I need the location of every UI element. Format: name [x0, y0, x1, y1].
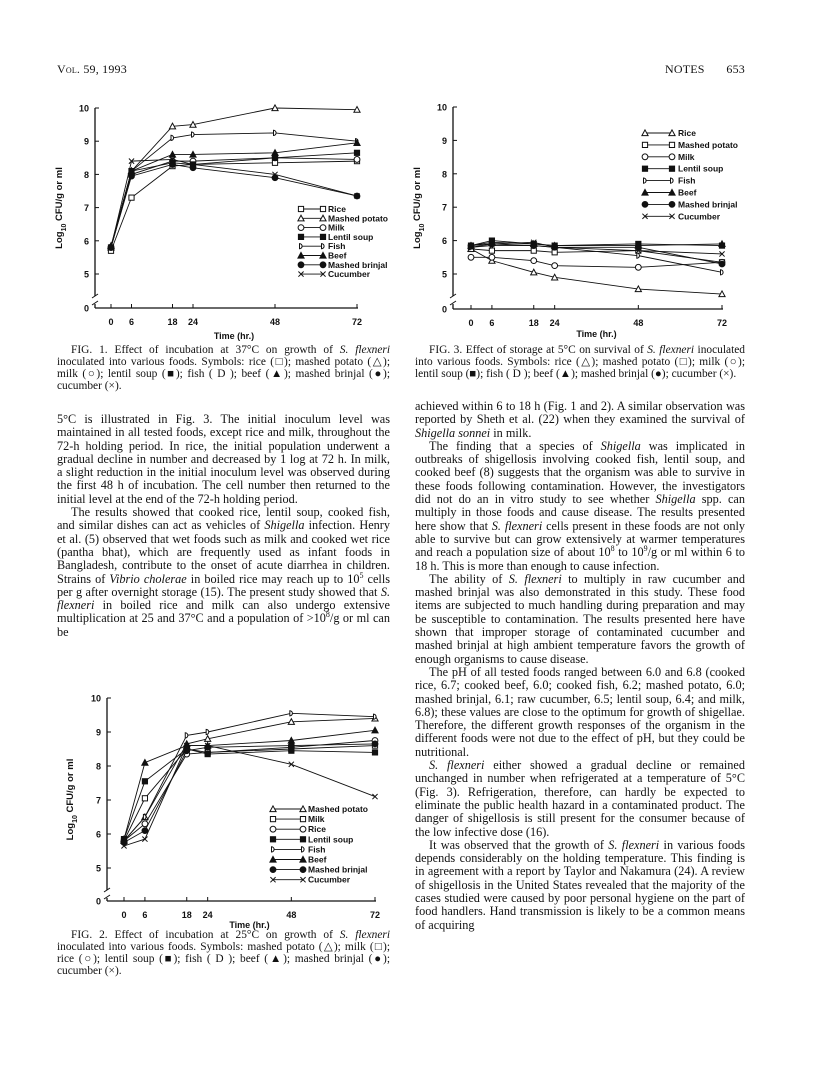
legend-label: Beef	[308, 854, 327, 865]
text-run: to 10	[614, 545, 644, 560]
legend-marker-milk	[642, 154, 648, 160]
text-run: infection. Henry et al. (5) observed that wet foods such as milk and cooked wet rice (pantha bhat), which are frequently used as infant foods in Bangladesh, contribute to the onset of acute diarrhea in children. Strains of	[57, 518, 391, 586]
x-tick-label: 48	[269, 317, 281, 327]
series-line-milk	[471, 257, 722, 267]
series-line-cucumber	[471, 242, 722, 254]
data-point-fish	[721, 270, 724, 275]
italic-text: S. flexneri	[339, 344, 390, 356]
data-point-lentil-soup	[142, 779, 147, 784]
legend-marker-mashed-brinjal	[300, 867, 306, 873]
x-tick-label: 24	[187, 317, 199, 327]
data-point-cucumber	[142, 837, 147, 842]
y-tick-label: 9	[441, 135, 447, 146]
legend-label: Cucumber	[678, 211, 721, 222]
paragraph	[57, 506, 390, 639]
data-point-fish	[206, 729, 209, 734]
text-run: cells per g after overnight storage (15). The present study showed that	[57, 571, 391, 599]
legend-marker-fish	[300, 244, 303, 249]
y-tick-label: 10	[78, 103, 89, 114]
legend-item-rice	[642, 128, 696, 138]
y-tick-label: 9	[83, 136, 89, 147]
figure-1-chart	[40, 95, 420, 350]
x-tick-label: 18	[167, 317, 178, 327]
legend-item-cucumber	[642, 211, 720, 221]
running-head-right	[665, 62, 745, 77]
data-point-mashed-brinjal	[635, 244, 641, 250]
figure-1-caption	[57, 344, 390, 392]
x-tick-label: 24	[202, 910, 213, 920]
data-point-milk	[635, 264, 641, 270]
legend-marker-lentil-soup	[642, 166, 647, 171]
legend-marker-mashed-potato	[642, 142, 647, 147]
text-run: /g or ml can be	[57, 611, 390, 639]
legend-marker-fish	[302, 847, 305, 852]
y-tick-label: 7	[441, 202, 447, 213]
text-run: inoculated into various foods. Symbols: rice (□); mashed potato (△); milk (○); lentil soup (■); fish ( D ); beef (▲); mashed brinjal (●); cucumber (×).	[57, 356, 390, 393]
y-axis-label	[65, 759, 79, 841]
legend-marker-mashed-brinjal	[642, 202, 648, 208]
legend-label: Mashed brinjal	[328, 259, 388, 270]
legend-item-mashed-potato	[270, 804, 368, 814]
y-tick-label: 5	[83, 269, 89, 280]
italic-text: Shigella	[655, 492, 696, 507]
data-point-mashed-brinjal	[142, 828, 148, 834]
paragraph	[415, 440, 745, 573]
text-run: The ability of	[429, 571, 509, 586]
italic-text: S. flexneri	[491, 518, 543, 533]
x-axis-label: Time (hr.)	[213, 331, 255, 341]
text-run: inoculated into various foods. Symbols: rice (△); mashed potato (□); milk (○); lentil soup (■); fish ( D ); beef (▲); mashed brinjal (●); cucumber (×).	[415, 344, 745, 381]
y-tick-label: 6	[83, 236, 89, 247]
x-tick-label: 6	[489, 318, 495, 328]
text-run: to multiply in raw cucumber and mashed brinjal was also demonstrated in this study. These food items are subjected to much handling during preparation and may be susceptible to contamination. The results presented here have shown that improper storage of contaminated cucumber and mashed brinjal at high ambient temperature favors the growth of enough organisms to cause disease.	[415, 571, 745, 666]
y-tick-label: 10	[436, 102, 447, 113]
text-run: 5°C is illustrated in Fig. 3. The initial inoculum level was maintained in all tested foods, except rice and milk, throughout the 72-h holding period. In rice, the initial population underwent a gradual decline in number and decreased by 1 log at 72 h. In milk, a slight reduction in the initial inoculum level was observed during the first 48 h of incubation. The cell number then returned to the initial level at the end of the 72-h holding period.	[57, 412, 390, 506]
superscript: 8	[610, 544, 615, 554]
text-run: was implicated in outbreaks of shigellosis involving cooked fish, lentil soup, and cooked beef (8) suggests that the organism was able to survive in these foods following contamination. However, the investigators did not do an in vitro study to see whether	[415, 438, 745, 507]
x-tick-label: 0	[121, 910, 127, 920]
legend-item-fish	[644, 176, 696, 186]
data-point-milk	[552, 263, 558, 269]
legend-item-milk	[642, 152, 695, 162]
paragraph	[415, 666, 745, 759]
legend-label: Mashed potato	[328, 213, 388, 224]
legend-label: Lentil soup	[328, 231, 374, 242]
legend-item-mashed-potato	[642, 140, 738, 150]
legend-label: Milk	[678, 151, 695, 162]
legend-item-milk	[270, 814, 324, 824]
series-line-mashed-potato	[471, 249, 722, 262]
legend-label: Fish	[678, 175, 696, 186]
y-tick-label: 5	[441, 269, 447, 280]
data-point-milk	[531, 258, 537, 264]
legend-item-beef	[270, 855, 327, 865]
data-point-fish	[274, 130, 277, 135]
italic-text: S. flexneri	[57, 584, 390, 613]
italic-text: S. flexneri	[339, 929, 390, 941]
legend-item-lentil-soup	[642, 164, 723, 174]
y-label-log: Log	[412, 231, 423, 249]
italic-text: Shigella	[600, 438, 641, 453]
italic-text: S. flexneri	[608, 837, 660, 852]
x-tick-label: 6	[142, 910, 148, 920]
y-label-unit: CFU/g or ml	[412, 167, 423, 224]
data-point-lentil-soup	[205, 752, 210, 757]
text-run: in boiled rice and milk can also undergo extensive multiplication at 25 and 37°C and a population of >10	[57, 598, 390, 626]
text-run: in boiled rice may reach up to 10	[186, 571, 360, 586]
y-tick-label: 9	[95, 727, 101, 738]
data-point-fish	[185, 733, 188, 738]
text-run: achieved within 6 to 18 h (Fig. 1 and 2). A similar observation was reported by Sheth et al. (22) when they examined the survival of	[415, 399, 745, 427]
legend-label: Mashed potato	[678, 139, 738, 150]
legend-label: Cucumber	[328, 269, 371, 280]
data-point-mashed-brinjal	[288, 743, 294, 749]
y-label-subscript: 10	[419, 223, 426, 232]
series-line-mashed-brinjal	[471, 244, 722, 264]
data-point-fish	[637, 253, 640, 258]
y-tick-label: 5	[95, 863, 101, 874]
y-label-subscript: 10	[72, 815, 79, 823]
legend-marker-lentil-soup	[270, 837, 275, 842]
italic-text: Vibrio cholerae	[109, 571, 187, 586]
legend-marker-lentil-soup	[669, 166, 674, 171]
data-point-beef	[372, 727, 378, 733]
y-label-unit: CFU/g or ml	[65, 758, 76, 816]
text-run: FIG. 3. Effect of storage at 5°C on survival of	[429, 344, 648, 356]
axis-break-mark	[92, 294, 98, 305]
legend-label: Mashed potato	[308, 804, 368, 814]
data-point-fish	[143, 814, 146, 819]
text-run: The pH of all tested foods ranged between 6.0 and 6.8 (cooked rice, 6.7; cooked beef, 6.0; cooked fish, 6.2; mashed potato, 6.0; mashed brinjal, 6.1; raw cucumber, 6.5; lentil soup, 6.4; and milk, 6.8); these values are close to the optimum for growth of shigellae. Therefore, the different growth responses of the organism in the different foods were not due to the effect of pH, but they could be nutritional.	[415, 664, 745, 759]
series-line-fish	[111, 133, 357, 248]
legend-marker-fish	[671, 178, 674, 183]
y-tick-label: 8	[95, 761, 101, 772]
legend-label: Beef	[328, 250, 347, 261]
x-tick-label: 72	[716, 318, 728, 328]
legend-label: Rice	[328, 204, 346, 214]
legend-label: Milk	[328, 222, 345, 233]
italic-text: Shigella	[264, 518, 305, 533]
y-tick-label: 0	[95, 896, 101, 907]
x-tick-label: 0	[108, 317, 114, 327]
data-point-beef	[142, 760, 148, 766]
volume-number: 59, 1993	[80, 62, 127, 76]
data-point-fish	[192, 132, 195, 137]
body-column-right	[415, 400, 745, 932]
x-axis-label: Time (hr.)	[576, 329, 617, 339]
legend-label: Lentil soup	[678, 163, 724, 174]
x-tick-label: 18	[181, 910, 192, 920]
text-run: It was observed that the growth of	[429, 837, 609, 852]
legend-item-fish	[272, 844, 326, 854]
data-point-milk	[142, 796, 147, 801]
axis-break-mark	[104, 888, 110, 899]
x-tick-label: 72	[369, 910, 381, 920]
legend-label: Rice	[678, 128, 696, 138]
text-run: cells present in these foods are not only able to survive but can grow extensively at warmer temperatures and reach a population size of about 10	[415, 518, 745, 560]
legend-marker-rice	[270, 826, 276, 832]
running-head-volume	[57, 62, 127, 77]
italic-text: S. flexneri	[508, 571, 562, 586]
legend-marker-lentil-soup	[300, 837, 305, 842]
series-line-mashed-potato	[124, 718, 375, 840]
superscript: 9	[643, 544, 648, 554]
legend-item-beef	[642, 188, 697, 198]
italic-text: S. flexneri	[429, 758, 485, 773]
text-run: spp. can multiply in those foods and cause disease. The results presented here show that	[415, 492, 745, 533]
legend-item-mashed-brinjal	[642, 199, 737, 209]
data-point-mashed-brinjal	[272, 175, 278, 181]
legend-marker-fish	[272, 847, 275, 852]
x-tick-label: 18	[528, 318, 539, 328]
paragraph	[57, 413, 390, 506]
italic-text: Shigella sonnei	[415, 425, 491, 440]
legend-item-cucumber	[270, 875, 350, 885]
series-line-rice	[471, 249, 722, 294]
legend-marker-mashed-brinjal	[320, 262, 326, 268]
y-axis-label	[412, 167, 426, 249]
data-point-rice	[129, 195, 134, 200]
legend-label: Fish	[308, 844, 326, 855]
data-point-fish	[171, 135, 174, 140]
x-tick-label: 24	[549, 318, 560, 328]
legend-label: Rice	[308, 824, 326, 835]
data-point-milk	[354, 157, 360, 163]
legend-marker-mashed-brinjal	[270, 867, 276, 873]
data-point-lentil-soup	[354, 150, 359, 155]
legend-label: Fish	[328, 241, 346, 252]
text-run: FIG. 1. Effect of incubation at 37°C on growth of	[71, 344, 340, 356]
legend-label: Cucumber	[308, 874, 351, 885]
legend-marker-mashed-potato	[669, 142, 674, 147]
data-point-fish	[374, 714, 377, 719]
y-label-log: Log	[54, 231, 65, 249]
figure-3-caption	[415, 344, 745, 380]
text-run: in milk.	[490, 425, 532, 440]
data-point-mashed-brinjal	[190, 165, 196, 171]
italic-text: S. flexneri	[647, 344, 695, 356]
text-run: either showed a gradual decline or remained unchanged in number when refrigerated at a temperature of 5°C (Fig. 3). Refrigeration, therefore, can hardly be expected to eliminate the public health hazard in a contaminated product. The danger of shigellosis is still present for the consumer because of the low infective dose (16).	[415, 758, 745, 839]
data-point-mashed-potato	[489, 248, 494, 253]
page-number: 653	[726, 62, 745, 76]
paragraph	[415, 839, 745, 932]
text-run: The results showed that cooked rice, lentil soup, cooked fish, and similar dishes can act as vehicles of	[57, 505, 390, 533]
data-point-lentil-soup	[372, 750, 377, 755]
legend-label: Beef	[678, 187, 697, 198]
y-label-unit: CFU/g or ml	[54, 167, 65, 224]
paragraph	[415, 573, 745, 666]
legend-item-lentil-soup	[270, 834, 353, 844]
legend-marker-rice	[320, 206, 325, 211]
x-tick-label: 48	[633, 318, 644, 328]
y-tick-label: 0	[83, 303, 89, 314]
text-run: in various foods depends considerably on the holding temperature. This finding is in agreement with a report by Taylor and Nakamura (24). A review of shigellosis in the United States revealed that the majority of the cases studied were caused by poor personal hygiene on the part of food handlers. Hand transmission is likely to be a common means of acquiring	[415, 837, 746, 932]
data-point-milk	[489, 254, 495, 260]
data-point-mashed-brinjal	[170, 162, 176, 168]
data-point-mashed-brinjal	[129, 173, 135, 179]
body-column-left	[57, 413, 390, 639]
legend-item-cucumber	[298, 269, 370, 279]
data-point-fish	[290, 711, 293, 716]
series-line-fish	[124, 713, 375, 841]
legend-marker-lentil-soup	[298, 234, 303, 239]
text-run: /g or ml within 6 to 18 h. This is more than enough to cause infection.	[415, 545, 745, 573]
legend-marker-rice	[298, 206, 303, 211]
legend-label: Mashed brinjal	[678, 199, 738, 210]
data-point-lentil-soup	[272, 155, 277, 160]
legend-marker-milk	[320, 225, 326, 231]
data-point-mashed-brinjal	[719, 261, 725, 267]
text-run: inoculated into various foods. Symbols: mashed potato (△); milk (□); rice (○); lentil soup (■); fish ( D ); beef (▲); mashed brinjal (●); cucumber (×).	[57, 941, 390, 978]
paragraph	[415, 400, 745, 440]
series-line-lentil-soup	[111, 153, 357, 248]
legend-marker-fish	[644, 178, 647, 183]
legend-marker-fish	[322, 244, 325, 249]
paragraph	[415, 759, 745, 839]
y-axis-label	[54, 167, 68, 249]
text-run: FIG. 2. Effect of incubation at 25°C on growth of	[71, 929, 340, 941]
data-point-mashed-brinjal	[372, 741, 378, 747]
legend-label: Mashed brinjal	[308, 864, 368, 875]
legend-marker-mashed-brinjal	[669, 202, 675, 208]
y-tick-label: 8	[83, 169, 89, 180]
y-label-subscript: 10	[61, 223, 68, 232]
series-line-milk	[124, 746, 375, 841]
legend-marker-milk	[669, 154, 675, 160]
y-tick-label: 0	[441, 304, 447, 315]
data-point-cucumber	[372, 794, 377, 799]
y-tick-label: 6	[441, 236, 447, 247]
legend-marker-milk	[298, 225, 304, 231]
legend-label: Milk	[308, 814, 325, 825]
x-tick-label: 6	[128, 317, 135, 327]
legend-marker-milk	[300, 817, 305, 822]
legend-label: Lentil soup	[308, 834, 354, 845]
figure-3-chart	[412, 95, 800, 350]
legend-item-rice	[270, 824, 326, 834]
y-tick-label: 6	[95, 829, 101, 840]
legend-marker-milk	[270, 817, 275, 822]
y-tick-label: 8	[441, 169, 447, 180]
legend-marker-lentil-soup	[320, 234, 325, 239]
series-line-lentil-soup	[124, 749, 375, 839]
superscript: 5	[359, 570, 364, 580]
x-axis-label: Time (hr.)	[229, 920, 270, 930]
volume-prefix: Vol.	[57, 62, 81, 76]
figure-2-chart	[40, 690, 420, 935]
data-point-mashed-brinjal	[531, 243, 537, 249]
section-name: NOTES	[665, 62, 705, 76]
axis-break-mark	[450, 294, 456, 305]
y-tick-label: 7	[95, 795, 101, 806]
legend-marker-mashed-brinjal	[298, 262, 304, 268]
legend-marker-rice	[300, 826, 306, 832]
series-line-mashed-brinjal	[124, 744, 375, 843]
x-tick-label: 48	[286, 910, 297, 920]
data-point-milk	[468, 254, 474, 260]
x-tick-label: 0	[468, 318, 474, 328]
x-tick-label: 72	[351, 317, 363, 327]
superscript: 8	[325, 610, 330, 620]
figure-2-caption	[57, 929, 390, 977]
legend-item-mashed-brinjal	[270, 865, 367, 875]
text-run: The finding that a species of	[429, 438, 601, 453]
y-tick-label: 10	[90, 693, 101, 704]
y-label-log: Log	[65, 822, 76, 841]
y-tick-label: 7	[83, 203, 89, 214]
